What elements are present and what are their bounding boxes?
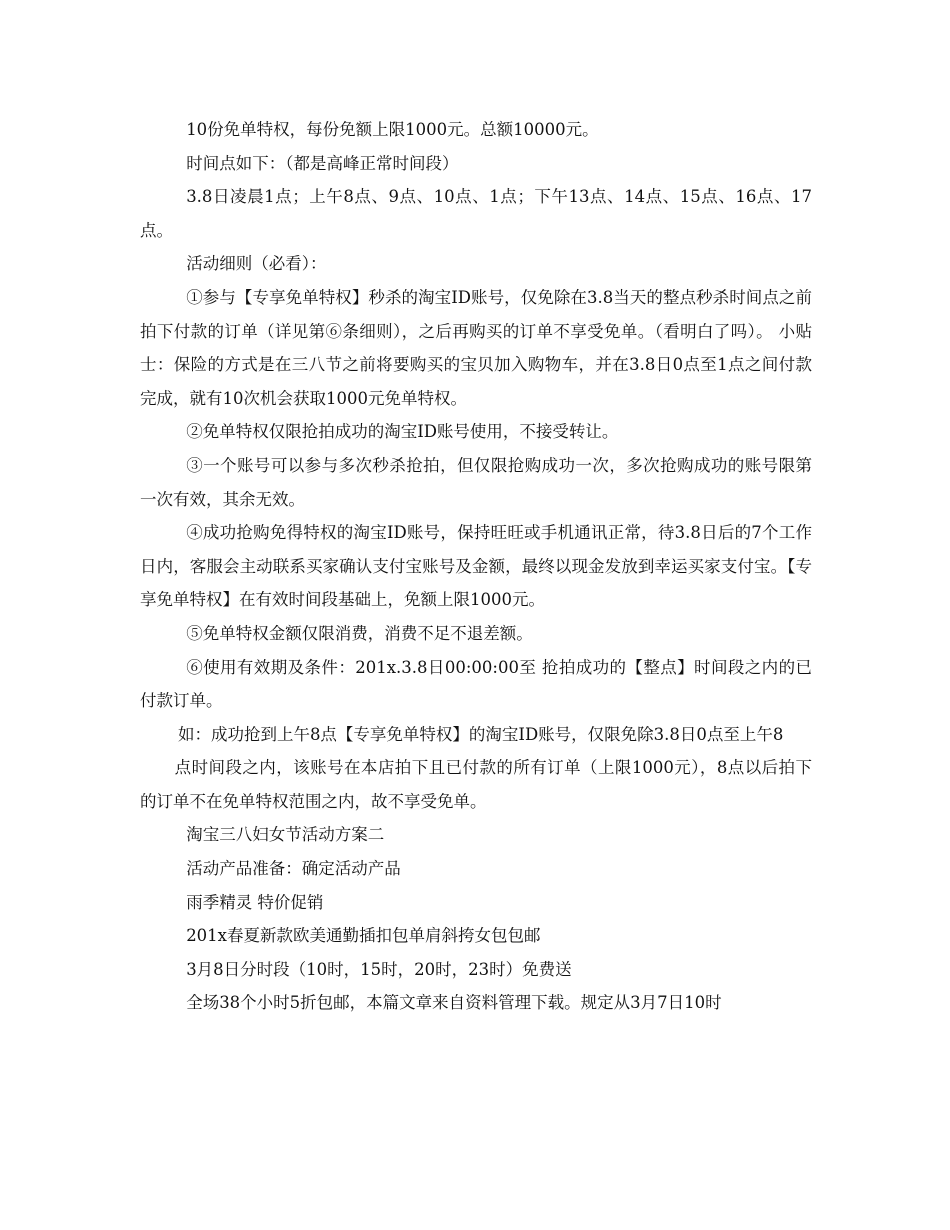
paragraph-time-points-heading: 时间点如下：（都是高峰正常时间段） (186, 153, 459, 173)
paragraph-rule-2: ②免单特权仅限抢拍成功的淘宝ID账号使用，不接受转让。 (186, 422, 619, 442)
paragraph-rule-3: ③一个账号可以参与多次秒杀抢拍，但仅限抢购成功一次，多次抢购成功的账号限第一次有效，其余无效。 (140, 455, 812, 509)
paragraph-rules-heading: 活动细则（必看）： (186, 254, 327, 274)
paragraph-promo-name: 雨季精灵 特价促销 (186, 892, 324, 912)
paragraph-rule-5: ⑤免单特权金额仅限消费，消费不足不退差额。 (186, 623, 533, 643)
paragraph-time-points: 3.8日凌晨1点；上午8点、9点、10点、1点；下午13点、14点、15点、16点、17点。 (140, 187, 812, 240)
paragraph-plan-two-title: 淘宝三八妇女节活动方案二 (186, 825, 385, 845)
paragraph-giveaway-times: 3月8日分时段（10时，15时，20时，23时）免费送 (186, 959, 572, 979)
paragraph-example: 如：成功抢到上午8点【专享免单特权】的淘宝ID账号，仅限免除3.8日0点至上午8 (177, 724, 784, 744)
paragraph-rule-4: ④成功抢购免得特权的淘宝ID账号，保持旺旺或手机通讯正常，待3.8日后的7个工作日内，客服会主动联系买家确认支付宝账号及金额，最终以现金发放到幸运买家支付宝。【专享免单特权】在有效时间段基础上，免额上限1000元。 (140, 523, 812, 610)
paragraph-half-price-rule: 全场38个小时5折包邮，本篇文章来自资料管理下载。规定从3月7日10时 (186, 993, 722, 1013)
paragraph-rule-1: ①参与【专享免单特权】秒杀的淘宝ID账号，仅免除在3.8当天的整点秒杀时间点之前拍下付款的订单（详见第⑥条细则），之后再购买的订单不享受免单。（看明白了吗）。 小贴士：保险的方式是在三八节之前将要购买的宝贝加入购物车，并在3.8日0点至1点之间付款完成，就有10次机会获取1000元免单特权。 (140, 287, 812, 408)
paragraph-free-order-quota: 10份免单特权，每份免额上限1000元。总额10000元。 (186, 120, 599, 139)
paragraph-product-prep: 活动产品准备：确定活动产品 (186, 859, 401, 879)
paragraph-rule-6: ⑥使用有效期及条件：201x.3.8日00:00:00至 抢拍成功的【整点】时间段之内的已付款订单。 (140, 657, 812, 711)
paragraph-example-continued: 点时间段之内，该账号在本店拍下且已付款的所有订单（上限1000元），8点以后拍下的订单不在免单特权范围之内，故不享受免单。 (140, 758, 812, 811)
document-body (140, 113, 812, 1020)
paragraph-product-title: 201x春夏新款欧美通勤插扣包单肩斜挎女包包邮 (186, 926, 541, 946)
